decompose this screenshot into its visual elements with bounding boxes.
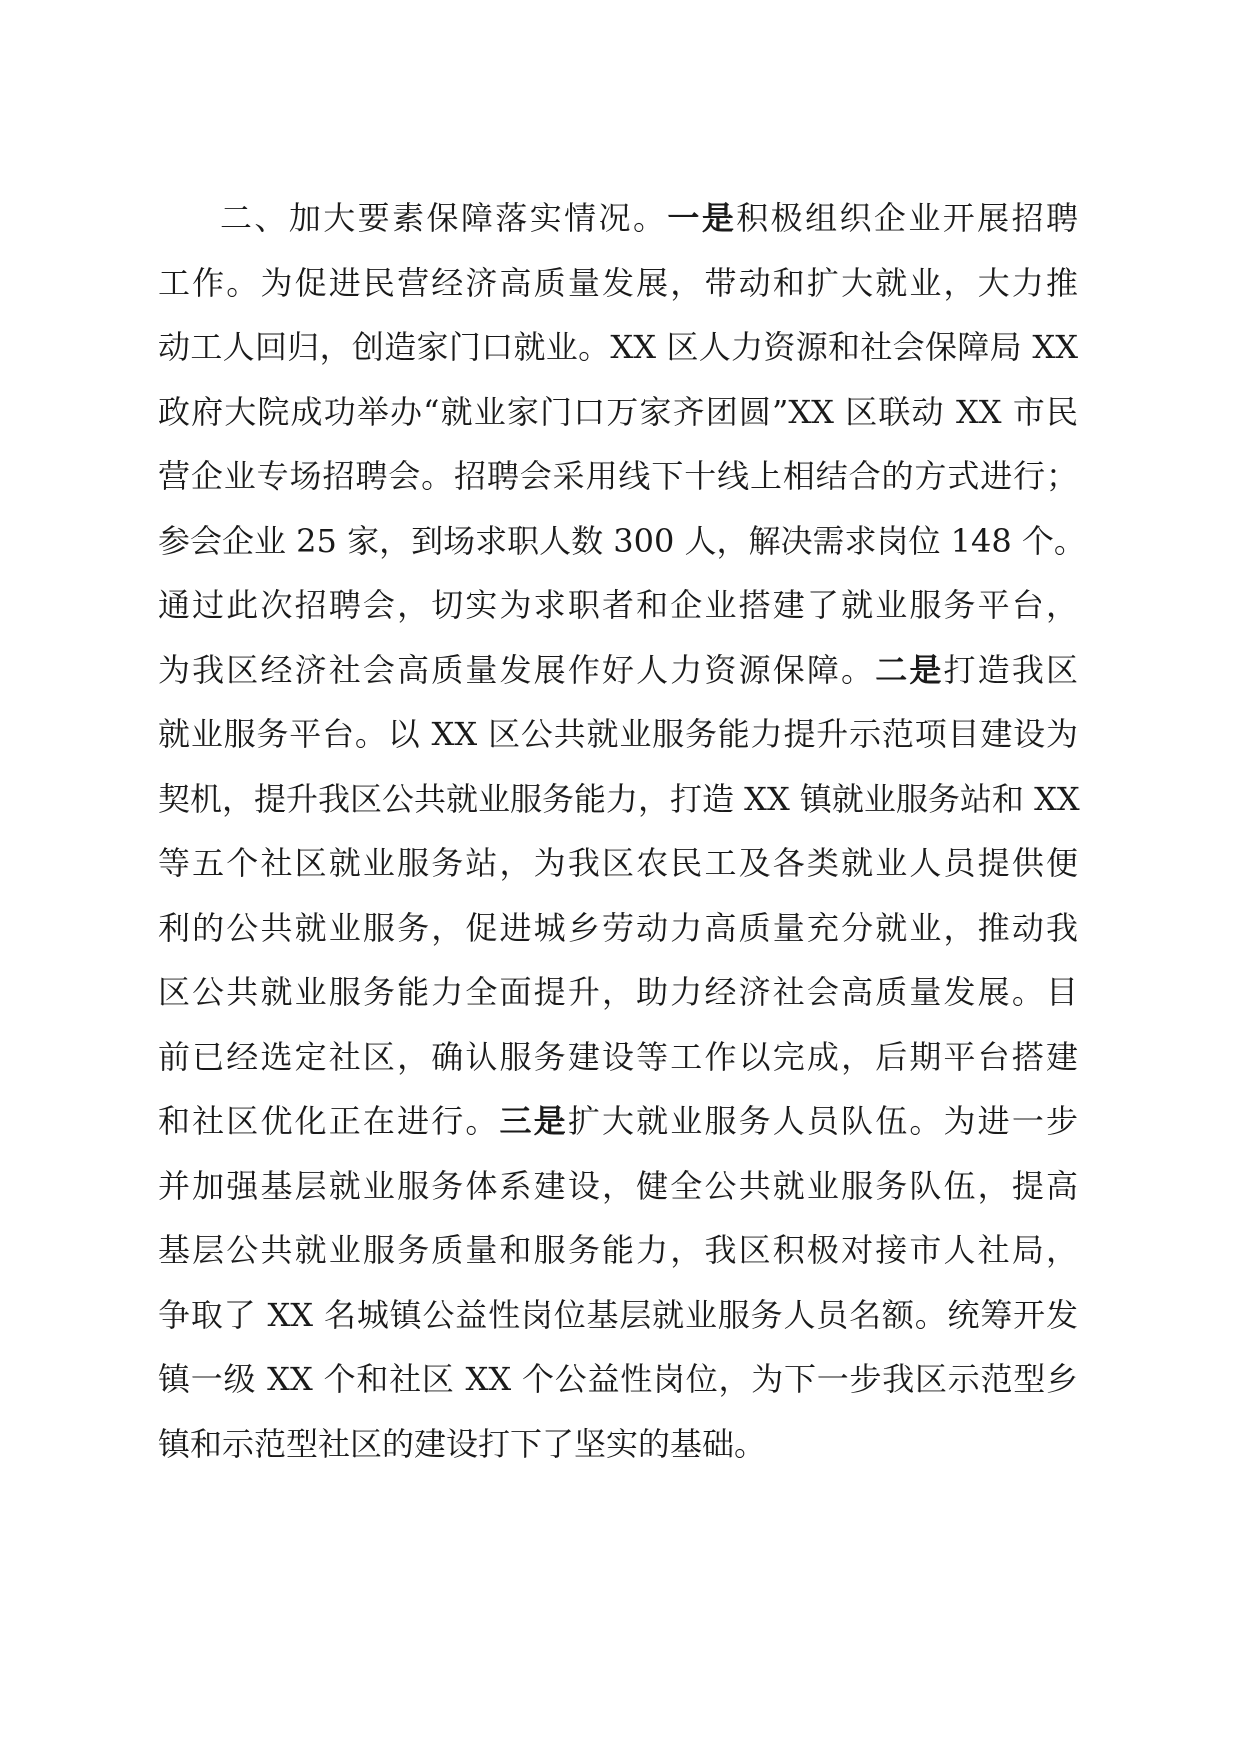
text-line xyxy=(158,960,1078,1025)
text-line xyxy=(158,1089,1078,1154)
text-line xyxy=(158,444,1078,509)
text-segment: 并加强基层就业服务体系建设，健全公共就业服务队伍，提高 xyxy=(158,1166,1078,1205)
text-line xyxy=(158,638,1078,703)
text-segment: 和社区优化正在进行。 xyxy=(158,1102,500,1140)
text-line xyxy=(158,251,1078,316)
text-segment: 前已经选定社区，确认服务建设等工作以完成，后期平台搭建 xyxy=(158,1037,1078,1076)
text-segment: 营企业专场招聘会。招聘会采用线下十线上相结合的方式进行； xyxy=(158,457,1078,495)
text-segment: 参会企业 25 家，到场求职人数 300 人，解决需求岗位 148 个。 xyxy=(158,521,1086,560)
text-segment: 基层公共就业服务质量和服务能力，我区积极对接市人社局， xyxy=(158,1231,1078,1269)
text-segment: 利的公共就业服务，促进城乡劳动力高质量充分就业，推动我 xyxy=(158,908,1078,947)
text-segment: 通过此次招聘会，切实为求职者和企业搭建了就业服务平台， xyxy=(158,586,1078,624)
text-line xyxy=(158,380,1078,445)
bold-marker: 二是 xyxy=(875,650,944,689)
text-line xyxy=(158,1412,1078,1477)
bold-marker: 三是 xyxy=(499,1102,568,1140)
text-segment: 就业服务平台。以 XX 区公共就业服务能力提升示范项目建设为 xyxy=(158,715,1078,753)
text-segment: 二、加大要素保障落实情况。 xyxy=(220,199,668,237)
text-segment: 镇和示范型社区的建设打下了坚实的基础。 xyxy=(158,1424,767,1463)
text-segment: 镇一级 XX 个和社区 XX 个公益性岗位，为下一步我区示范型乡 xyxy=(158,1360,1078,1398)
text-line xyxy=(158,315,1078,380)
text-line xyxy=(158,1154,1078,1219)
text-line xyxy=(158,896,1078,961)
text-line xyxy=(158,767,1078,832)
text-line xyxy=(158,186,1078,251)
text-line xyxy=(158,1218,1078,1283)
text-line xyxy=(158,573,1078,638)
text-segment: 等五个社区就业服务站，为我区农民工及各类就业人员提供便 xyxy=(158,844,1078,882)
text-line xyxy=(158,702,1078,767)
text-segment: 为我区经济社会高质量发展作好人力资源保障。 xyxy=(158,650,876,689)
text-segment: 争取了 XX 名城镇公益性岗位基层就业服务人员名额。统筹开发 xyxy=(158,1295,1078,1334)
text-line xyxy=(158,1347,1078,1412)
text-segment: 扩大就业服务人员队伍。为进一步 xyxy=(567,1102,1078,1140)
bold-marker: 一是 xyxy=(667,199,737,237)
text-segment: 积极组织企业开展招聘 xyxy=(736,199,1078,237)
text-segment: 工作。为促进民营经济高质量发展，带动和扩大就业，大力推 xyxy=(158,263,1078,302)
text-segment: 政府大院成功举办“就业家门口万家齐团圆”XX 区联动 XX 市民 xyxy=(158,392,1078,431)
text-line xyxy=(158,509,1086,574)
body-paragraph xyxy=(158,186,1086,1476)
text-segment: 动工人回归，创造家门口就业。XX 区人力资源和社会保障局 XX xyxy=(158,328,1078,366)
text-segment: 区公共就业服务能力全面提升，助力经济社会高质量发展。目 xyxy=(158,973,1078,1011)
text-segment: 打造我区 xyxy=(943,650,1078,689)
text-line xyxy=(158,831,1078,896)
text-line xyxy=(158,1283,1078,1348)
text-segment: 契机，提升我区公共就业服务能力，打造 XX 镇就业服务站和 XX xyxy=(158,779,1080,818)
text-line xyxy=(158,1025,1078,1090)
